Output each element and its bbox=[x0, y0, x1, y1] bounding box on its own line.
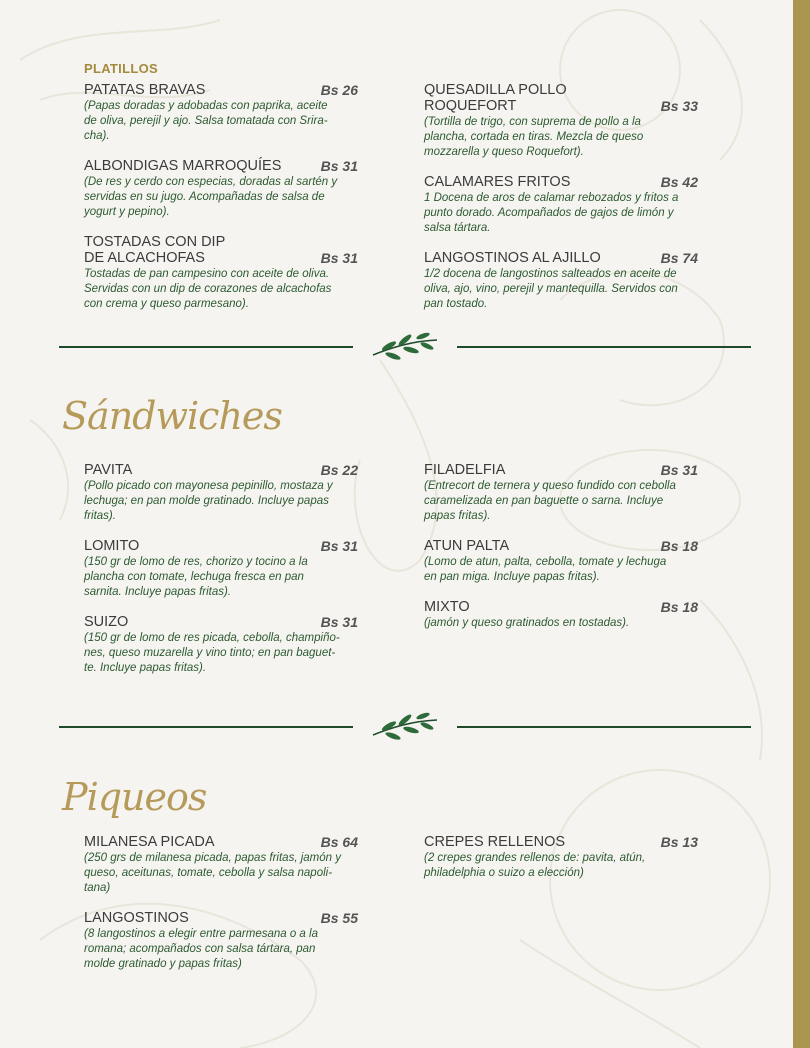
menu-item bbox=[84, 82, 358, 144]
piqueos-right-column bbox=[424, 834, 698, 895]
menu-item-description: 1/2 docena de langostinos salteados en aceite de oliva, ajo, vino, perejil y mantequilla. Servidos con pan tostado. bbox=[424, 268, 678, 310]
menu-item-name: LANGOSTINOS bbox=[84, 910, 189, 926]
menu-item-price: Bs 55 bbox=[320, 910, 358, 926]
menu-item-price: Bs 26 bbox=[320, 82, 358, 98]
menu-item-description: (Papas doradas y adobadas con paprika, aceite de oliva, perejil y ajo. Salsa tomatada con Srira- cha). bbox=[84, 100, 328, 142]
menu-item-description: (De res y cerdo con especias, doradas al sartén y servidas en su jugo. Acompañadas de salsa de yogurt y pepino). bbox=[84, 176, 338, 218]
menu-item-name: CALAMARES FRITOS bbox=[424, 174, 571, 190]
menu-item-price: Bs 64 bbox=[320, 834, 358, 850]
menu-item-name: CREPES RELLENOS bbox=[424, 834, 566, 850]
menu-item-price: Bs 31 bbox=[320, 250, 358, 266]
menu-item-header bbox=[84, 462, 358, 478]
olive-branch-icon bbox=[369, 331, 441, 361]
menu-item-header bbox=[84, 158, 358, 174]
menu-item-description: (Lomo de atun, palta, cebolla, tomate y lechuga en pan miga. Incluye papas fritas). bbox=[424, 556, 667, 583]
menu-item-description: Tostadas de pan campesino con aceite de oliva. Servidas con un dip de corazones de alcachofas con crema y queso parmesano). bbox=[84, 268, 332, 310]
divider-line-right bbox=[457, 726, 751, 728]
menu-item bbox=[424, 250, 698, 312]
sandwiches-left-column bbox=[84, 462, 358, 690]
platillos-right-column bbox=[424, 82, 698, 326]
piqueos-left-column bbox=[84, 834, 358, 986]
menu-item-name: PATATAS BRAVAS bbox=[84, 82, 206, 98]
menu-item bbox=[84, 158, 358, 220]
menu-item-name: MIXTO bbox=[424, 599, 470, 615]
menu-item-price: Bs 18 bbox=[660, 599, 698, 615]
menu-item-description: (jamón y queso gratinados en tostadas). bbox=[424, 617, 630, 629]
olive-branch-icon bbox=[369, 711, 441, 741]
menu-item-header bbox=[424, 599, 698, 615]
menu-item bbox=[84, 834, 358, 896]
divider-line-left bbox=[59, 726, 353, 728]
menu-item-header bbox=[84, 614, 358, 630]
menu-item bbox=[84, 910, 358, 972]
menu-item-description: (150 gr de lomo de res picada, cebolla, champiño- nes, queso muzarella y vino tinto; en pan baguet- te. Incluye papas fritas). bbox=[84, 632, 340, 674]
menu-item-header bbox=[424, 462, 698, 478]
menu-item-description: 1 Docena de aros de calamar rebozados y fritos a punto dorado. Acompañados de gajos de limón y salsa tártara. bbox=[424, 192, 679, 234]
menu-item-name: ALBONDIGAS MARROQUÍES bbox=[84, 158, 282, 174]
menu-item bbox=[424, 834, 698, 881]
menu-item bbox=[424, 462, 698, 524]
section-title-platillos: PLATILLOS bbox=[84, 61, 158, 76]
divider-line-left bbox=[59, 346, 353, 348]
menu-item-price: Bs 33 bbox=[660, 98, 698, 114]
menu-item-price: Bs 31 bbox=[320, 538, 358, 554]
menu-item-header bbox=[424, 250, 698, 266]
menu-item-price: Bs 13 bbox=[660, 834, 698, 850]
section-divider bbox=[59, 331, 751, 361]
menu-item-header bbox=[84, 82, 358, 98]
menu-item bbox=[424, 599, 698, 631]
menu-item-header bbox=[424, 538, 698, 554]
menu-item bbox=[424, 82, 698, 160]
gold-side-bar bbox=[793, 0, 810, 1048]
menu-item-price: Bs 31 bbox=[320, 158, 358, 174]
menu-item-header bbox=[84, 234, 358, 266]
menu-item-name: ATUN PALTA bbox=[424, 538, 510, 554]
menu-item-description: (2 crepes grandes rellenos de: pavita, atún, philadelphia o suizo a elección) bbox=[424, 852, 646, 879]
menu-item-name: SUIZO bbox=[84, 614, 129, 630]
menu-item-name: LOMITO bbox=[84, 538, 140, 554]
menu-item-description: (150 gr de lomo de res, chorizo y tocino a la plancha con tomate, lechuga fresca en pan sarnita. Incluye papas fritas). bbox=[84, 556, 308, 598]
menu-item-name: FILADELFIA bbox=[424, 462, 506, 478]
menu-item-header bbox=[84, 910, 358, 926]
menu-item-header bbox=[424, 834, 698, 850]
menu-item-price: Bs 74 bbox=[660, 250, 698, 266]
menu-item bbox=[84, 538, 358, 600]
menu-item-description: (250 grs de milanesa picada, papas fritas, jamón y queso, aceitunas, tomate, cebolla y salsa napoli- tana) bbox=[84, 852, 341, 894]
menu-item-header bbox=[84, 538, 358, 554]
menu-item-price: Bs 22 bbox=[320, 462, 358, 478]
menu-item-name: LANGOSTINOS AL AJILLO bbox=[424, 250, 601, 266]
section-divider bbox=[59, 711, 751, 741]
menu-item-price: Bs 31 bbox=[320, 614, 358, 630]
menu-item-description: (Entrecort de ternera y queso fundido con cebolla caramelizada en pan baguette o sarna. Incluye papas fritas). bbox=[424, 480, 676, 522]
menu-item bbox=[84, 234, 358, 312]
section-title-piqueos: Piqueos bbox=[62, 775, 207, 819]
menu-item-name: TOSTADAS CON DIP DE ALCACHOFAS bbox=[84, 234, 226, 266]
menu-item bbox=[84, 614, 358, 676]
menu-item bbox=[84, 462, 358, 524]
platillos-left-column bbox=[84, 82, 358, 326]
menu-item-header bbox=[84, 834, 358, 850]
menu-item-description: (8 langostinos a elegir entre parmesana o a la romana; acompañados con salsa tártara, pan molde gratinado y papas fritas) bbox=[84, 928, 318, 970]
menu-item-header bbox=[424, 174, 698, 190]
section-title-sandwiches: Sándwiches bbox=[62, 394, 282, 438]
menu-item-description: (Pollo picado con mayonesa pepinillo, mostaza y lechuga; en pan molde gratinado. Incluye papas fritas). bbox=[84, 480, 333, 522]
sandwiches-right-column bbox=[424, 462, 698, 645]
menu-item-price: Bs 18 bbox=[660, 538, 698, 554]
menu-item bbox=[424, 538, 698, 585]
menu-item-header bbox=[424, 82, 698, 114]
menu-item-name: MILANESA PICADA bbox=[84, 834, 215, 850]
menu-item-price: Bs 42 bbox=[660, 174, 698, 190]
menu-item-description: (Tortilla de trigo, con suprema de pollo a la plancha, cortada en tiras. Mezcla de queso mozzarella y queso Roquefort). bbox=[424, 116, 644, 158]
divider-line-right bbox=[457, 346, 751, 348]
menu-item bbox=[424, 174, 698, 236]
menu-item-name: PAVITA bbox=[84, 462, 133, 478]
menu-item-name: QUESADILLA POLLO ROQUEFORT bbox=[424, 82, 567, 114]
menu-item-price: Bs 31 bbox=[660, 462, 698, 478]
